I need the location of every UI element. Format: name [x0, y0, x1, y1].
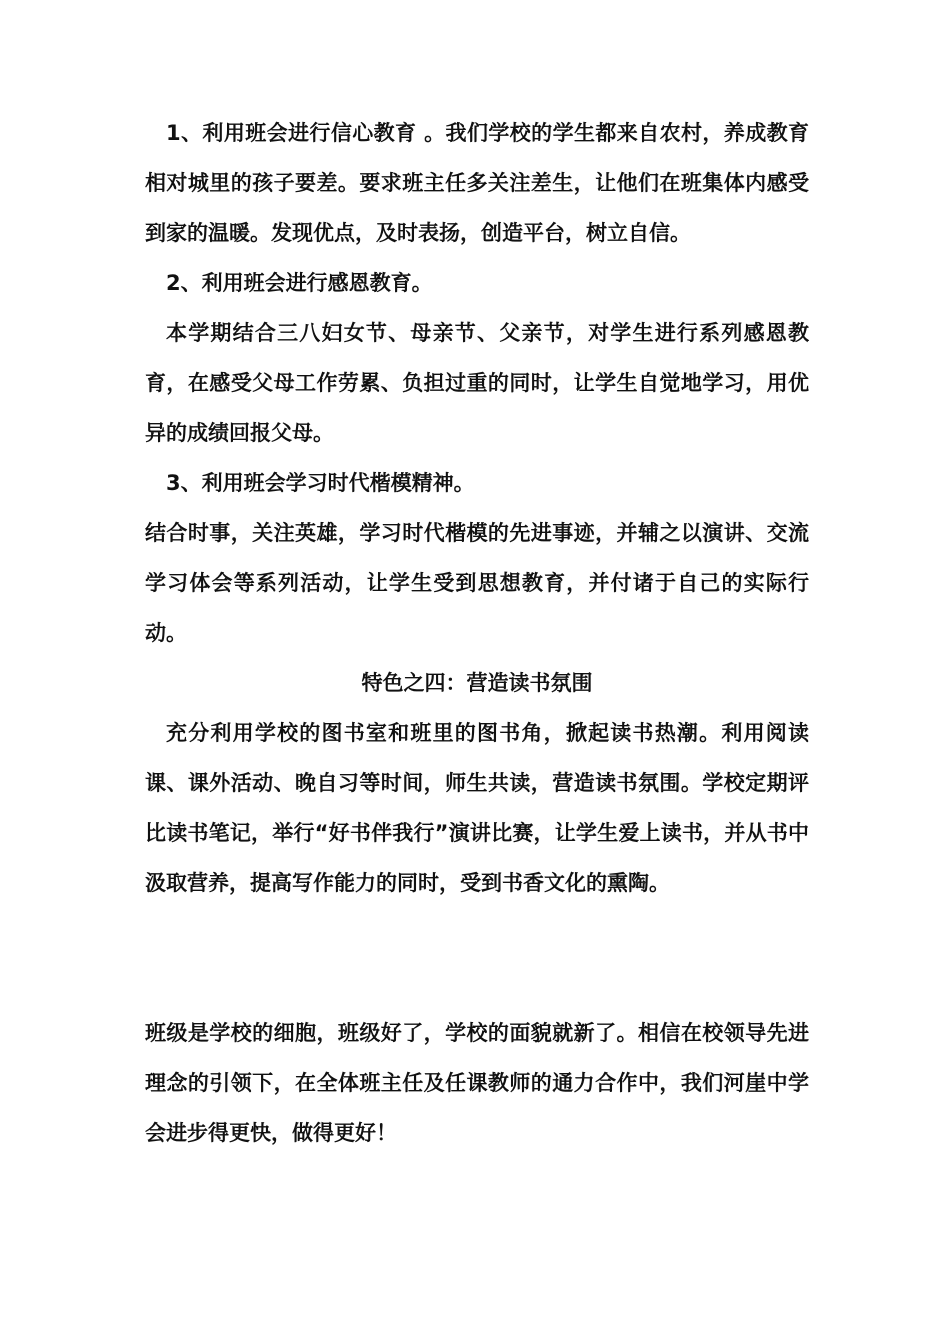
paragraph-gratitude-heading: 2、利用班会进行感恩教育。: [166, 271, 433, 295]
paragraph-reading-atmosphere: 充分利用学校的图书室和班里的图书角，掀起读书热潮。利用阅读课、课外活动、晚自习等时间，师生共读，营造读书氛围。学校定期评比读书笔记，举行“好书伴我行”演讲比赛，让学生爱上读书，并从书中汲取营养，提高写作能力的同时，受到书香文化的熏陶。: [145, 721, 809, 895]
document-body: [145, 108, 809, 1158]
paragraph-gratitude-education: 本学期结合三八妇女节、母亲节、父亲节，对学生进行系列感恩教育，在感受父母工作劳累、负担过重的同时，让学生自觉地学习，用优异的成绩回报父母。: [145, 321, 809, 445]
paragraph-role-model-heading: 3、利用班会学习时代楷模精神。: [166, 471, 475, 495]
paragraph-role-model-education: 结合时事，关注英雄，学习时代楷模的先进事迹，并辅之以演讲、交流学习体会等系列活动，让学生受到思想教育，并付诸于自己的实际行动。: [145, 521, 809, 645]
paragraph-confidence-education: 1、利用班会进行信心教育 。我们学校的学生都来自农村，养成教育相对城里的孩子要差。要求班主任多关注差生，让他们在班集体内感受到家的温暖。发现优点，及时表扬，创造平台，树立自信。: [145, 121, 809, 245]
section-heading-reading: 特色之四：营造读书氛围: [361, 671, 593, 695]
paragraph-conclusion: 班级是学校的细胞，班级好了，学校的面貌就新了。相信在校领导先进理念的引领下，在全体班主任及任课教师的通力合作中，我们河崖中学会进步得更快，做得更好！: [145, 1021, 809, 1145]
blank-spacer: [145, 908, 809, 1008]
